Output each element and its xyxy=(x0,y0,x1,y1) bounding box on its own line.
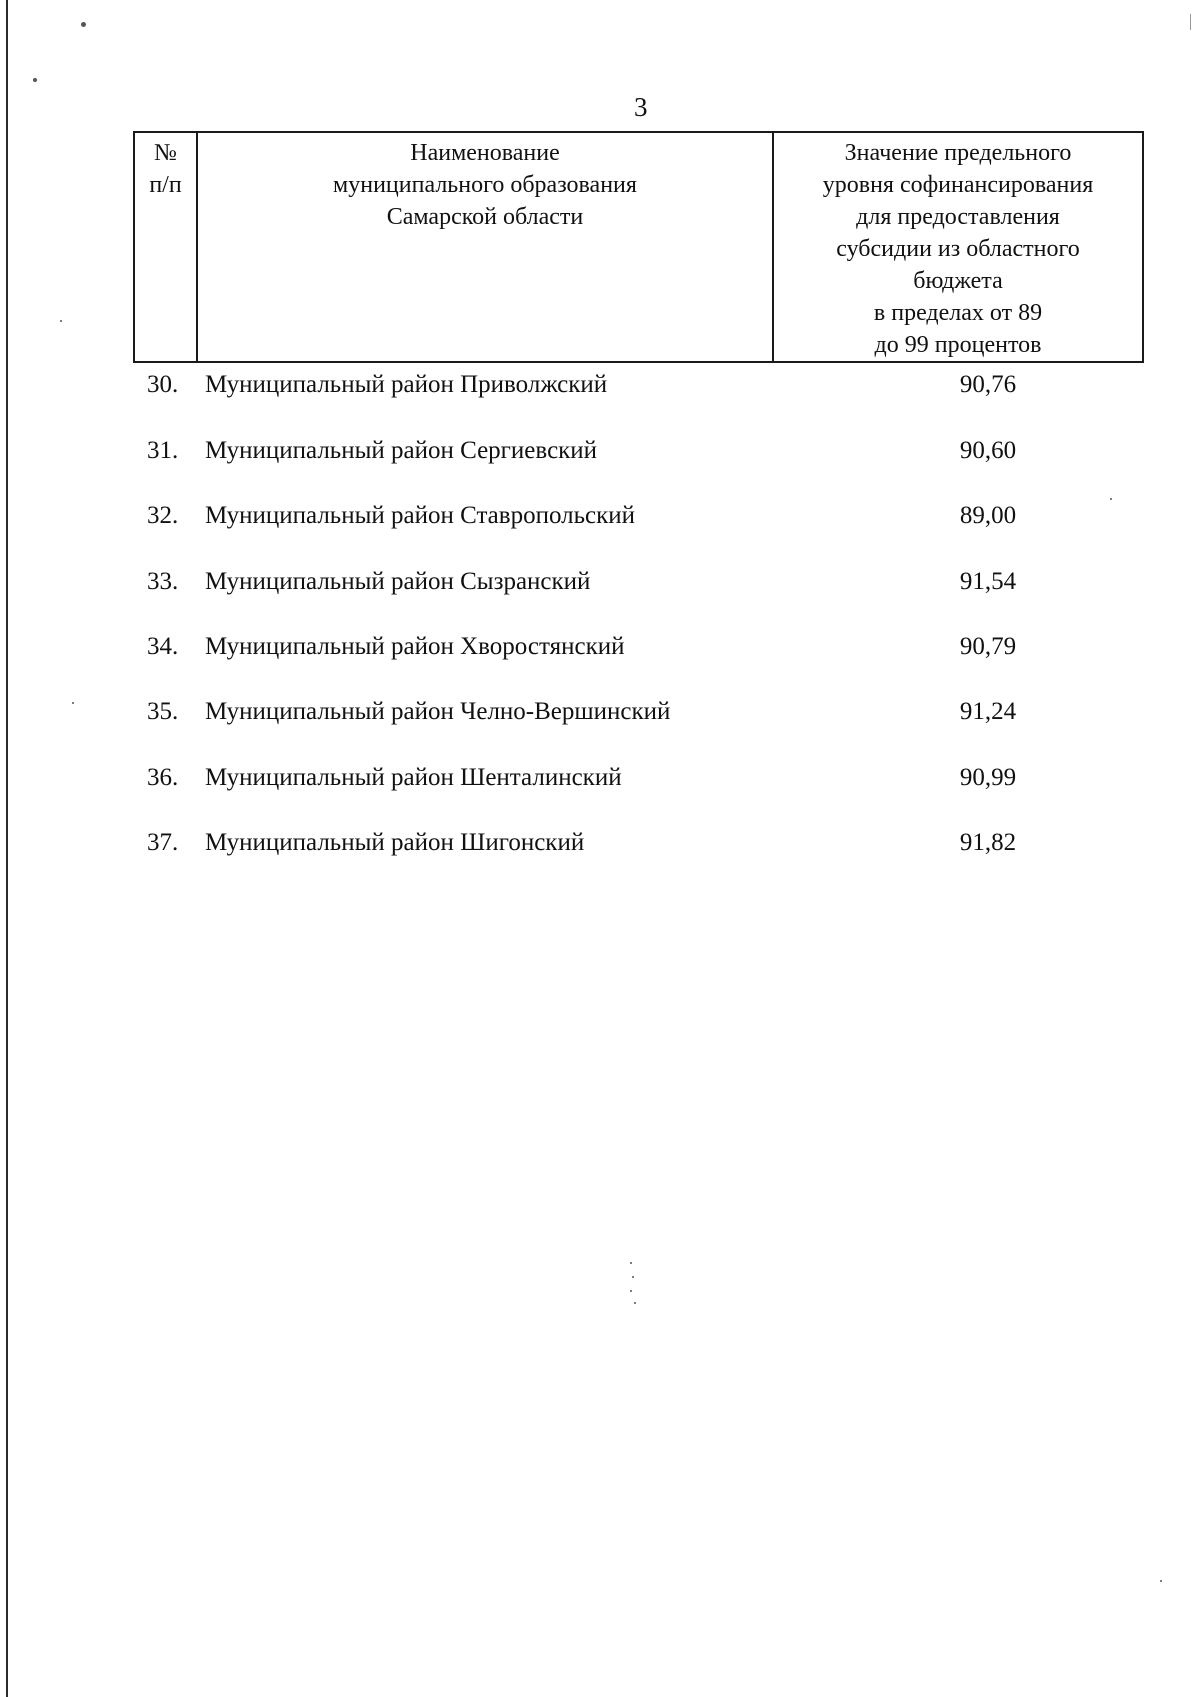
row-value: 91,82 xyxy=(959,829,1017,856)
scan-speck xyxy=(630,1290,632,1292)
scan-left-edge xyxy=(6,0,8,1697)
header-cell-name xyxy=(197,132,773,362)
header-value-line: до 99 процентов xyxy=(874,332,1042,358)
header-value-line: субсидии из областного xyxy=(836,236,1080,262)
row-number: 36. xyxy=(147,764,179,791)
row-name: Муниципальный район Сызранский xyxy=(205,568,591,595)
header-name-line: Наименование xyxy=(410,140,560,166)
row-name: Муниципальный район Хворостянский xyxy=(205,633,625,660)
row-number: 32. xyxy=(147,502,179,529)
scan-speck xyxy=(72,702,74,704)
header-number-line: п/п xyxy=(149,172,182,198)
page-number: 3 xyxy=(634,92,648,122)
scan-speck xyxy=(632,1276,634,1278)
scan-speck xyxy=(634,1302,636,1304)
header-value-line: бюджета xyxy=(913,268,1003,294)
row-name: Муниципальный район Челно-Вершинский xyxy=(205,698,671,725)
header-name-line: муниципального образования xyxy=(333,172,637,198)
header-value-line: уровня софинансирования xyxy=(822,172,1094,198)
scan-speck xyxy=(60,320,62,322)
row-name: Муниципальный район Шенталинский xyxy=(205,764,622,791)
row-number: 37. xyxy=(147,829,179,856)
row-value: 90,60 xyxy=(959,437,1017,464)
row-name: Муниципальный район Сергиевский xyxy=(205,437,598,464)
scan-speck xyxy=(33,78,37,82)
scan-right-mark xyxy=(1190,14,1191,30)
row-value: 91,54 xyxy=(959,568,1017,595)
row-value: 89,00 xyxy=(959,502,1017,529)
header-number-line: № xyxy=(154,140,177,166)
table-row xyxy=(133,496,1142,536)
row-value: 91,24 xyxy=(959,698,1017,725)
header-value-line: в пределах от 89 xyxy=(873,300,1043,326)
table-row xyxy=(133,562,1142,602)
row-number: 30. xyxy=(147,371,179,398)
row-value: 90,76 xyxy=(959,371,1017,398)
header-cell-value xyxy=(773,132,1143,362)
table-header xyxy=(133,131,1144,363)
row-name: Муниципальный район Ставропольский xyxy=(205,502,636,529)
header-value-line: для предоставления xyxy=(856,204,1060,230)
row-number: 35. xyxy=(147,698,179,725)
row-number: 31. xyxy=(147,437,179,464)
scan-speck xyxy=(81,22,86,27)
table-row xyxy=(133,627,1142,667)
row-value: 90,79 xyxy=(959,633,1017,660)
row-name: Муниципальный район Приволжский xyxy=(205,371,608,398)
header-cell-number xyxy=(134,132,197,362)
row-name: Муниципальный район Шигонский xyxy=(205,829,585,856)
row-number: 33. xyxy=(147,568,179,595)
header-name-line: Самарской области xyxy=(386,204,584,230)
header-value-line: Значение предельного xyxy=(844,140,1072,166)
row-value: 90,99 xyxy=(959,764,1017,791)
row-number: 34. xyxy=(147,633,179,660)
scan-speck xyxy=(1160,1580,1162,1582)
table-row xyxy=(133,758,1142,798)
scan-speck xyxy=(630,1262,632,1264)
table-row xyxy=(133,365,1142,405)
table-row xyxy=(133,431,1142,471)
table-row xyxy=(133,692,1142,732)
table-row xyxy=(133,823,1142,863)
